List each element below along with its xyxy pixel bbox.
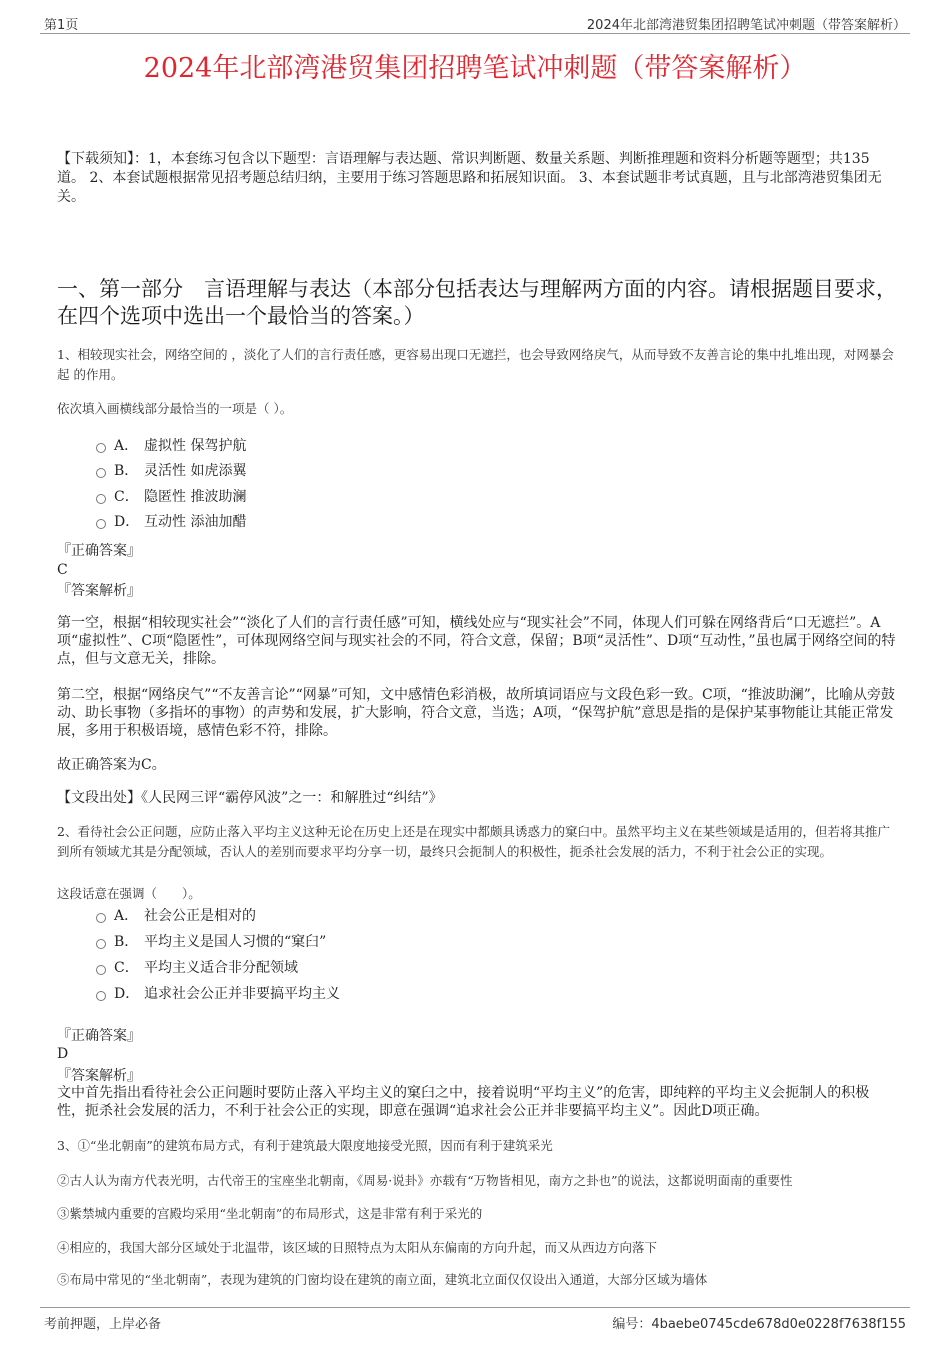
q2-option-d[interactable]: D． 追求社会公正并非要搞平均主义 [96, 983, 340, 1005]
q2-answer: D [57, 1046, 69, 1062]
footer-divider [40, 1307, 910, 1308]
radio-icon[interactable] [96, 443, 106, 453]
question-1-prompt: 依次填入画横线部分最恰当的一项是（ ）。 [57, 401, 293, 416]
page-title: 2024年北部湾港贸集团招聘笔试冲刺题（带答案解析） [143, 53, 807, 84]
q1-analysis-conclusion: 故正确答案为C。 [57, 757, 166, 773]
q3-item-1: 3、①“坐北朝南”的建筑布局方式，有利于建筑最大限度地接受光照，因而有利于建筑采光 [57, 1138, 553, 1153]
q1-answer-label: 『正确答案』 [57, 543, 141, 559]
q1-analysis-label: 『答案解析』 [57, 583, 141, 599]
q1-analysis-para-1: 第一空，根据“相较现实社会”“淡化了人们的言行责任感”可知，横线处应与“现实社会”不同，体现人们可躲在网络背后“口无遮拦”。A项“虚拟性”、C项“隐匿性”，可体现网络空间与现实社会的不同，符合文意，保留；B项“灵活性”、D项“互动性，”虽也属于网络空间的特点，但与文意无关，排除。 [57, 615, 896, 667]
radio-icon[interactable] [96, 519, 106, 529]
section-title: 一、第一部分 言语理解与表达（本部分包括表达与理解两方面的内容。请根据题目要求，在四个选项中选出一个最恰当的答案。） [57, 277, 897, 328]
q2-analysis: 文中首先指出看待社会公正问题时要防止落入平均主义的窠臼之中，接着说明“平均主义”的危害，即纯粹的平均主义会扼制人的积极性，扼杀社会发展的活力，不利于社会公正的实现，即意在强调“追求社会公正并非要搞平均主义”。因此D项正确。 [57, 1085, 870, 1119]
q2-option-b[interactable]: B． 平均主义是国人习惯的“窠臼” [96, 931, 326, 953]
q1-option-c[interactable]: C． 隐匿性 推波助澜 [96, 486, 246, 508]
footer-doc-id: 编号：4baebe0745cde678d0e0228f7638f155 [612, 1317, 906, 1332]
q2-option-c[interactable]: C． 平均主义适合非分配领域 [96, 957, 298, 979]
radio-icon[interactable] [96, 494, 106, 504]
q1-analysis-para-2: 第二空，根据“网络戾气”“不友善言论”“网暴”可知，文中感情色彩消极，故所填词语应与文段色彩一致。C项，“推波助澜”，比喻从旁鼓动、助长事物（多指坏的事物）的声势和发展，扩大影响，符合文意，当选；A项，“保驾护航”意思是指的是保护某事物能让其能正常发展，多用于积极语境，感情色彩不符，排除。 [57, 687, 895, 739]
q3-item-4: ④相应的，我国大部分区域处于北温带，该区域的日照特点为太阳从东偏南的方向升起，而又从西边方向落下 [57, 1240, 658, 1255]
q1-option-a[interactable]: A． 虚拟性 保驾护航 [96, 435, 246, 457]
page-number: 第1页 [44, 18, 79, 33]
q2-option-a[interactable]: A． 社会公正是相对的 [96, 905, 256, 927]
q3-item-2: ②古人认为南方代表光明，古代帝王的宝座坐北朝南，《周易·说卦》亦载有“万物皆相见，南方之卦也”的说法，这都说明面南的重要性 [57, 1173, 793, 1188]
download-notice: 【下载须知】：1，本套练习包含以下题型：言语理解与表达题、常识判断题、数量关系题、判断推理题和资料分析题等题型；共135道。 2、本套试题根据常见招考题总结归纳，主要用于练习答题思路和拓展知识面。 3、本套试题非考试真题，且与北部湾港贸集团无关。 [57, 151, 882, 205]
q1-answer: C [57, 562, 68, 578]
q3-item-5: ⑤布局中常见的“坐北朝南”，表现为建筑的门窗均设在建筑的南立面，建筑北立面仅仅设出入通道，大部分区域为墙体 [57, 1272, 708, 1287]
radio-icon[interactable] [96, 913, 106, 923]
question-1-stem: 1、相较现实社会，网络空间的 ，淡化了人们的言行责任感，更容易出现口无遮拦，也会导致网络戾气，从而导致不友善言论的集中扎堆出现，对网暴会起 的作用。 [57, 347, 894, 382]
radio-icon[interactable] [96, 965, 106, 975]
q3-item-3: ③紫禁城内重要的宫殿均采用“坐北朝南”的布局形式，这是非常有利于采光的 [57, 1206, 483, 1221]
question-2-prompt: 这段话意在强调（ ）。 [57, 886, 201, 901]
q1-option-b[interactable]: B． 灵活性 如虎添翼 [96, 460, 246, 482]
header-divider [40, 33, 910, 34]
radio-icon[interactable] [96, 939, 106, 949]
footer-slogan: 考前押题，上岸必备 [44, 1317, 162, 1332]
radio-icon[interactable] [96, 468, 106, 478]
radio-icon[interactable] [96, 991, 106, 1001]
q2-answer-label: 『正确答案』 [57, 1028, 141, 1044]
q2-analysis-label: 『答案解析』 [57, 1068, 141, 1084]
q1-source: 【文段出处】《人民网三评“霸停风波”之一：和解胜过“纠结”》 [57, 790, 443, 806]
header-doc-title: 2024年北部湾港贸集团招聘笔试冲刺题（带答案解析） [586, 18, 906, 33]
question-2-stem: 2、看待社会公正问题，应防止落入平均主义这种无论在历史上还是在现实中都颇具诱惑力的窠臼中。虽然平均主义在某些领域是适用的，但若将其推广到所有领域尤其是分配领域，否认人的差别而要求平均分享一切，最终只会扼制人的积极性，扼杀社会发展的活力，不利于社会公正的实现。 [57, 824, 890, 859]
q1-option-d[interactable]: D． 互动性 添油加醋 [96, 511, 246, 533]
